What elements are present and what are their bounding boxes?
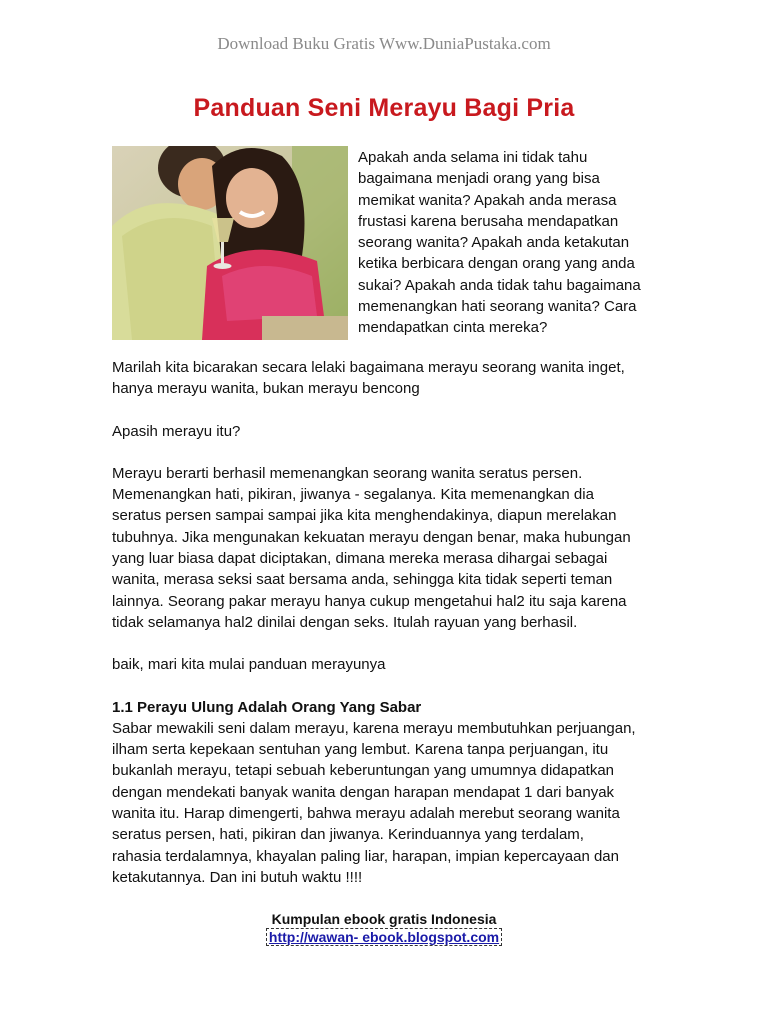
paragraph-2 bbox=[112, 421, 672, 442]
section-heading: 1.1 Perayu Ulung Adalah Orang Yang Sabar bbox=[112, 698, 422, 716]
footer-caption: Kumpulan ebook gratis Indonesia bbox=[271, 911, 497, 927]
body-line: baik, mari kita mulai panduan merayunya bbox=[112, 656, 386, 674]
paragraph-4 bbox=[112, 654, 672, 675]
intro-line: Apakah anda selama ini tidak tahu bbox=[358, 149, 588, 166]
body-line: ketakutannya. Dan ini butuh waktu !!!! bbox=[112, 868, 363, 886]
body-line: wanita, merasa seksi saat bersama anda, sehingga kita tidak seperti teman bbox=[112, 571, 613, 589]
intro-line: mendapatkan cinta mereka? bbox=[358, 319, 548, 337]
intro-line: bagaimana menjadi orang yang bisa bbox=[358, 170, 600, 188]
body-line: ilham serta kepekaan sentuhan yang lembut. Karena tanpa perjuangan, itu bbox=[112, 741, 609, 759]
paragraph-3 bbox=[112, 463, 672, 633]
intro-line: sukai? Apakah anda tidak tahu bagaimana bbox=[358, 276, 641, 294]
intro-line: memikat wanita? Apakah anda merasa bbox=[358, 191, 617, 209]
body-line: yang luar biasa dapat diciptakan, dimana mereka merasa dihargai sebagai bbox=[112, 550, 608, 568]
document-title: Panduan Seni Merayu Bagi Pria bbox=[193, 94, 575, 122]
body-line: rahasia terdalamnya, khayalan paling liar, harapan, impian kepercayaan dan bbox=[112, 847, 619, 865]
intro-line: ketika berbicara dengan orang yang anda bbox=[358, 255, 635, 273]
body-line: Sabar mewakili seni dalam merayu, karena merayu membutuhkan perjuangan, bbox=[112, 719, 636, 737]
body-line: Memenangkan hati, pikiran, jiwanya - segalanya. Kita memenangkan dia bbox=[112, 486, 594, 504]
intro-paragraph bbox=[358, 147, 658, 339]
footer-link[interactable]: http://wawan- ebook.blogspot.com bbox=[266, 928, 502, 946]
body-line: seratus persen sampai sampai jika kita menghendakinya, diapun merelakan bbox=[112, 507, 617, 525]
body-line: Marilah kita bicarakan secara lelaki bagaimana merayu seorang wanita inget, bbox=[112, 359, 625, 376]
page-footer bbox=[0, 911, 768, 947]
body-line: tubuhnya. Jika mengunakan kekuatan merayu dengan benar, maka hubungan bbox=[112, 528, 631, 546]
body-line: hanya merayu wanita, bukan merayu bencong bbox=[112, 380, 420, 398]
intro-line: memenangkan hati seorang wanita? Cara bbox=[358, 298, 637, 316]
intro-line: frustasi karena berusaha mendapatkan bbox=[358, 212, 619, 230]
page-header: Download Buku Gratis Www.DuniaPustaka.com bbox=[217, 34, 551, 53]
body-line: lainnya. Seorang pakar merayu hanya cukup mengetahui hal2 itu saja karena bbox=[112, 592, 627, 610]
body-text bbox=[112, 357, 672, 888]
body-line: seratus persen, hati, pikiran dan jiwanya. Kerinduannya yang terdalam, bbox=[112, 826, 584, 844]
intro-line: seorang wanita? Apakah anda ketakutan bbox=[358, 234, 630, 252]
body-line: tidak selamanya hal2 dinilai dengan seks. Itulah rayuan yang berhasil. bbox=[112, 613, 578, 631]
body-line: Apasih merayu itu? bbox=[112, 422, 241, 440]
couple-photo bbox=[112, 146, 348, 340]
body-line: wanita itu. Harap dimengerti, bahwa merayu adalah merebut seorang wanita bbox=[112, 805, 620, 823]
body-line: dengan mendekati banyak wanita dengan harapan mendapat 1 dari banyak bbox=[112, 783, 615, 801]
body-line: Merayu berarti berhasil memenangkan seorang wanita seratus persen. bbox=[112, 464, 583, 482]
paragraph-1 bbox=[112, 357, 672, 400]
body-line: bukanlah merayu, tetapi sebuah keberuntungan yang umumnya didapatkan bbox=[112, 762, 615, 780]
paragraph-5 bbox=[112, 718, 672, 888]
